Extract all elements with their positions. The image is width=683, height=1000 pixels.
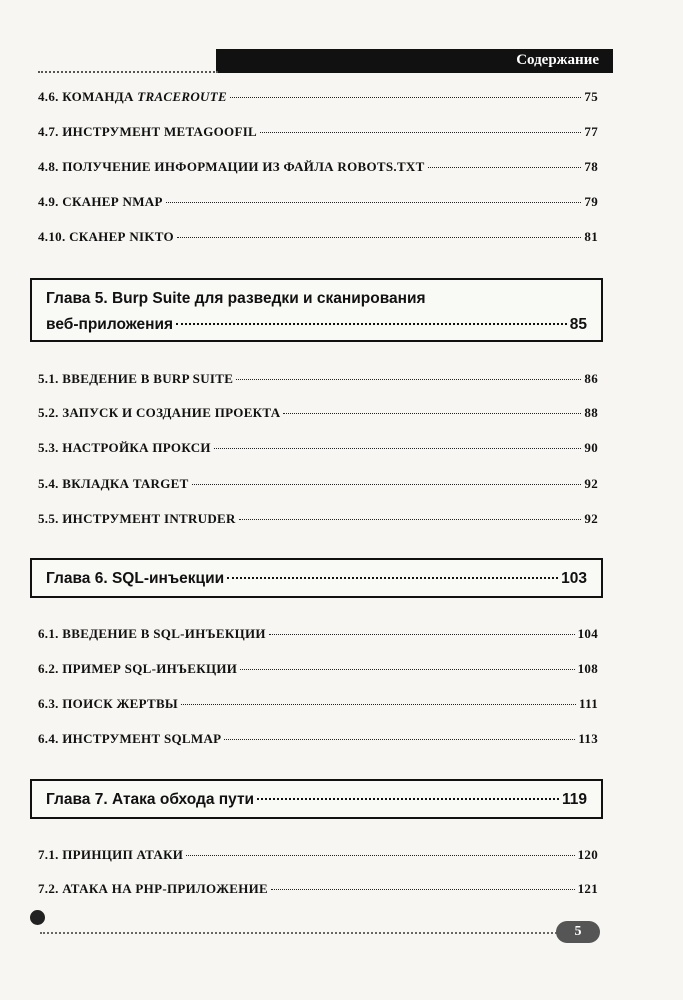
entry-number: 6.3. <box>38 696 59 711</box>
toc-entry-6-3[interactable] <box>38 696 598 712</box>
entry-number: 7.2. <box>38 881 59 896</box>
entry-page: 120 <box>577 847 598 862</box>
entry-title: АТАКА НА PHP-ПРИЛОЖЕНИЕ <box>62 881 269 896</box>
entry-page: 79 <box>584 194 598 209</box>
toc-entry-4-7[interactable] <box>38 124 598 140</box>
entry-title: СКАНЕР NMAP <box>62 194 163 209</box>
entry-page: 75 <box>584 89 598 104</box>
toc-entry-5-3[interactable] <box>38 440 598 456</box>
toc-entry-4-10[interactable] <box>38 229 598 245</box>
entry-title: ЗАПУСК И СОЗДАНИЕ ПРОЕКТА <box>62 405 281 420</box>
leader-dots <box>177 237 581 238</box>
entry-number: 5.5. <box>38 511 59 526</box>
entry-page: 92 <box>584 476 598 491</box>
toc-entry-7-1[interactable] <box>38 847 598 863</box>
leader-dots <box>257 798 559 800</box>
leader-dots <box>269 634 575 635</box>
entry-number: 4.10. <box>38 229 66 244</box>
entry-number: 6.4. <box>38 731 59 746</box>
footer-bullet-icon <box>30 910 45 925</box>
entry-title: ИНСТРУМЕНТ INTRUDER <box>62 511 236 526</box>
entry-title: ИНСТРУМЕНТ SQLMAP <box>62 731 222 746</box>
leader-dots <box>176 323 567 325</box>
entry-page: 81 <box>584 229 598 244</box>
toc-entry-7-2[interactable] <box>38 881 598 897</box>
chapter-page: 85 <box>569 316 587 333</box>
entry-page: 108 <box>577 661 598 676</box>
leader-dots <box>186 855 574 856</box>
header-dotted-rule <box>38 71 218 73</box>
toc-entry-6-1[interactable] <box>38 626 598 642</box>
leader-dots <box>166 202 582 203</box>
toc-entry-5-1[interactable] <box>38 371 598 387</box>
chapter-page: 119 <box>561 791 587 808</box>
chapter-6-box[interactable] <box>30 558 603 598</box>
leader-dots <box>214 448 582 449</box>
entry-number: 4.8. <box>38 159 59 174</box>
entry-title: НАСТРОЙКА ПРОКСИ <box>62 440 211 455</box>
entry-title: СКАНЕР NIKTO <box>69 229 174 244</box>
entry-number: 5.2. <box>38 405 59 420</box>
leader-dots <box>224 739 575 740</box>
entry-number: 5.1. <box>38 371 59 386</box>
entry-title: ПОИСК ЖЕРТВЫ <box>62 696 178 711</box>
entry-number: 7.1. <box>38 847 59 862</box>
entry-page: 121 <box>577 881 598 896</box>
entry-title: ВВЕДЕНИЕ В SQL-ИНЪЕКЦИИ <box>62 626 266 641</box>
entry-number: 4.7. <box>38 124 59 139</box>
toc-entry-4-8[interactable] <box>38 159 598 175</box>
leader-dots <box>260 132 581 133</box>
entry-page: 90 <box>584 440 598 455</box>
entry-number: 5.4. <box>38 476 59 491</box>
entry-number: 4.6. <box>38 89 59 104</box>
leader-dots <box>227 577 558 579</box>
entry-page: 92 <box>584 511 598 526</box>
page-number-badge: 5 <box>556 921 600 943</box>
entry-page: 111 <box>579 696 598 711</box>
leader-dots <box>239 519 582 520</box>
entry-number: 5.3. <box>38 440 59 455</box>
entry-number: 6.2. <box>38 661 59 676</box>
chapter-title: Глава 6. SQL-инъекции <box>46 570 225 587</box>
header-title: Содержание <box>516 52 599 68</box>
leader-dots <box>240 669 574 670</box>
entry-title: ПРИНЦИП АТАКИ <box>62 847 184 862</box>
leader-dots <box>230 97 581 98</box>
chapter-title-line1: Глава 5. Burp Suite для разведки и сканирования <box>46 290 426 307</box>
entry-title: ПОЛУЧЕНИЕ ИНФОРМАЦИИ ИЗ ФАЙЛА ROBOTS.TXT <box>62 159 425 174</box>
entry-title: ПРИМЕР SQL-ИНЪЕКЦИИ <box>62 661 238 676</box>
chapter-page: 103 <box>561 570 587 587</box>
toc-entry-4-9[interactable] <box>38 194 598 210</box>
entry-page: 77 <box>584 124 598 139</box>
leader-dots <box>283 413 581 414</box>
chapter-title: Глава 7. Атака обхода пути <box>46 791 255 808</box>
entry-page: 113 <box>578 731 598 746</box>
entry-title: КОМАНДА TRACEROUTE <box>62 89 227 104</box>
leader-dots <box>192 484 582 485</box>
entry-number: 4.9. <box>38 194 59 209</box>
leader-dots <box>428 167 582 168</box>
toc-entry-5-4[interactable] <box>38 476 598 492</box>
chapter-5-box[interactable] <box>30 278 603 342</box>
footer-dotted-rule <box>40 932 560 934</box>
toc-entry-6-2[interactable] <box>38 661 598 677</box>
toc-entry-5-5[interactable] <box>38 511 598 527</box>
leader-dots <box>236 379 581 380</box>
toc-entry-5-2[interactable] <box>38 405 598 421</box>
chapter-7-box[interactable] <box>30 779 603 819</box>
entry-page: 104 <box>577 626 598 641</box>
entry-title: ВВЕДЕНИЕ В BURP SUITE <box>62 371 234 386</box>
entry-title: ИНСТРУМЕНТ METAGOOFIL <box>62 124 258 139</box>
entry-title: ВКЛАДКА TARGET <box>62 476 189 491</box>
toc-entry-4-6[interactable] <box>38 89 598 105</box>
entry-page: 86 <box>584 371 598 386</box>
entry-page: 88 <box>584 405 598 420</box>
leader-dots <box>181 704 576 705</box>
leader-dots <box>271 889 575 890</box>
toc-entry-6-4[interactable] <box>38 731 598 747</box>
entry-page: 78 <box>584 159 598 174</box>
entry-number: 6.1. <box>38 626 59 641</box>
chapter-title-line2: веб-приложения <box>46 316 174 333</box>
